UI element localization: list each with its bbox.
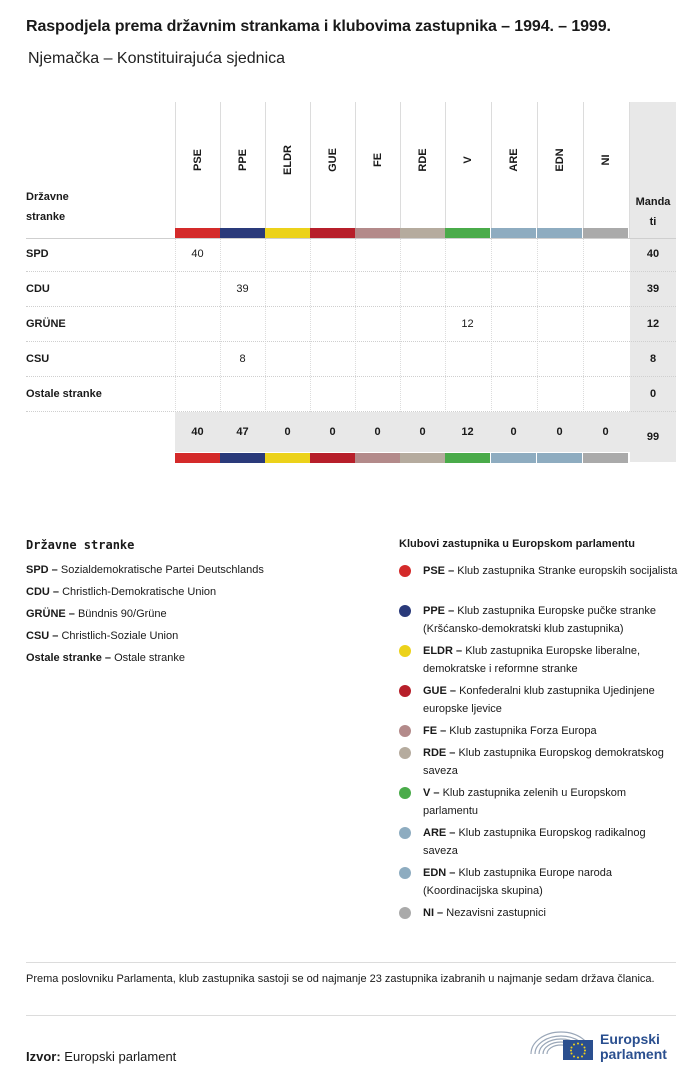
legend-party-item <box>26 586 216 598</box>
group-color-bar <box>583 228 628 238</box>
group-color-bar <box>445 228 490 238</box>
column-divider <box>175 238 176 412</box>
logo-line-1: Europski <box>600 1031 660 1047</box>
column-divider <box>491 238 492 412</box>
legend-group-abbr: RDE – <box>423 747 456 759</box>
row-header-line: Državne <box>26 191 69 203</box>
legend-color-dot <box>399 867 411 879</box>
legend-color-dot <box>399 725 411 737</box>
legend-group-name: Klub zastupnika Europskog demokratskog saveza <box>423 747 664 777</box>
group-color-bar <box>583 453 628 463</box>
legend-group-abbr: EDN – <box>423 867 456 879</box>
group-color-bar <box>310 228 355 238</box>
group-header-ppe <box>220 140 265 180</box>
group-color-bar <box>400 228 445 238</box>
legend-party-name: Sozialdemokratische Partei Deutschlands <box>60 564 264 576</box>
legend-groups-heading: Klubovi zastupnika u Europskom parlamentu <box>399 538 635 550</box>
row-total: 0 <box>649 388 657 400</box>
group-header-v <box>445 140 490 180</box>
legend-color-dot <box>399 787 411 799</box>
legend-party-item <box>26 608 167 620</box>
group-header-label: EDN <box>553 148 566 172</box>
grand-total: 99 <box>646 431 660 443</box>
footnote: Prema poslovniku Parlamenta, klub zastupnika sastoji se od najmanje 23 zastupnika izabranih u najmanje sedam država članica. <box>26 973 655 985</box>
legend-group-name: Klub zastupnika Europe naroda (Koordinacijska skupina) <box>423 867 612 897</box>
source-label: Izvor: <box>26 1049 61 1064</box>
party-row-label: CDU <box>26 283 50 295</box>
row-separator <box>26 376 676 377</box>
group-color-bar <box>491 453 536 463</box>
legend-group-name: Klub zastupnika Stranke europskih socijalista <box>457 565 678 577</box>
group-color-bar <box>400 453 445 463</box>
legend-group-name: Klub zastupnika Europskog radikalnog saveza <box>423 827 646 857</box>
party-row-label: Ostale stranke <box>26 388 102 400</box>
legend-party-name: Bündnis 90/Grüne <box>77 608 167 620</box>
source <box>26 1049 176 1064</box>
row-total: 12 <box>646 318 660 330</box>
group-header-ni <box>583 140 628 180</box>
legend-party-name: Ostale stranke <box>114 652 185 664</box>
legend-party-abbr: CDU – <box>26 586 60 598</box>
group-total: 0 <box>374 426 381 438</box>
legend-color-dot <box>399 645 411 657</box>
group-total: 12 <box>461 426 474 438</box>
mandati-header-line: ti <box>649 216 657 228</box>
legend-group-name: Nezavisni zastupnici <box>446 907 546 919</box>
column-divider <box>355 238 356 412</box>
group-header-label: ELDR <box>281 145 294 175</box>
legend-party-item <box>26 652 185 664</box>
legend-group-text <box>423 642 679 678</box>
legend-color-dot <box>399 565 411 577</box>
legend-color-dot <box>399 685 411 697</box>
group-header-edn <box>537 140 582 180</box>
group-color-bar <box>175 228 220 238</box>
group-header-eldr <box>265 140 310 180</box>
column-divider <box>537 238 538 412</box>
group-header-label: RDE <box>416 148 429 172</box>
group-header-are <box>491 140 536 180</box>
seat-cell: 12 <box>461 318 474 330</box>
legend-group-abbr: ARE – <box>423 827 456 839</box>
european-parliament-logo <box>529 1024 679 1064</box>
legend-group-abbr: ELDR – <box>423 645 463 657</box>
party-row-label: SPD <box>26 248 49 260</box>
legend-group-name: Klub zastupnika zelenih u Europskom parlamentu <box>423 787 627 817</box>
legend-group-abbr: NI – <box>423 907 444 919</box>
row-separator <box>26 341 676 342</box>
party-row-label: CSU <box>26 353 50 365</box>
group-header-rde <box>400 140 445 180</box>
legend-color-dot <box>399 747 411 759</box>
group-color-bar <box>445 453 490 463</box>
group-total: 0 <box>329 426 336 438</box>
group-header-label: PSE <box>191 148 204 172</box>
group-total: 0 <box>602 426 609 438</box>
legend-group-abbr: FE – <box>423 725 447 737</box>
legend-group-name: Klub zastupnika Europske pučke stranke (Kršćansko-demokratski klub zastupnika) <box>423 605 656 635</box>
group-color-bar <box>537 453 582 463</box>
group-header-label: V <box>461 156 474 164</box>
legend-group-text <box>423 784 679 820</box>
group-color-bar <box>175 453 220 463</box>
seat-cell: 8 <box>239 353 246 365</box>
group-header-label: ARE <box>507 148 520 172</box>
group-total: 0 <box>284 426 291 438</box>
legend-party-abbr: CSU – <box>26 630 59 642</box>
group-total: 47 <box>236 426 249 438</box>
row-total: 40 <box>646 248 660 260</box>
group-header-label: FE <box>371 152 384 168</box>
legend-party-name: Christlich-Soziale Union <box>61 630 179 642</box>
row-header-line: stranke <box>26 211 66 223</box>
party-row-label: GRÜNE <box>26 318 66 330</box>
mandati-header <box>630 192 676 232</box>
mandati-column-bg <box>630 102 676 462</box>
legend-group-text <box>423 722 679 740</box>
legend-party-item <box>26 630 178 642</box>
group-total: 0 <box>556 426 563 438</box>
legend-group-text <box>423 904 679 922</box>
legend-group-name: Konfederalni klub zastupnika Ujedinjene europske ljevice <box>423 685 655 715</box>
divider <box>26 1015 676 1016</box>
page-subtitle: Njemačka – Konstituirajuća sjednica <box>28 50 286 67</box>
group-color-bar <box>220 453 265 463</box>
group-color-bar <box>220 228 265 238</box>
row-separator <box>26 306 676 307</box>
legend-group-abbr: PPE – <box>423 605 455 617</box>
page-title: Raspodjela prema državnim strankama i klubovima zastupnika – 1994. – 1999. <box>26 18 611 35</box>
group-color-bar <box>537 228 582 238</box>
column-divider <box>310 238 311 412</box>
logo-line-2: parlament <box>600 1046 667 1062</box>
source-value: Europski parlament <box>64 1049 177 1064</box>
group-color-bar <box>265 228 310 238</box>
legend-party-abbr: SPD – <box>26 564 58 576</box>
seat-cell: 39 <box>236 283 249 295</box>
legend-parties-heading: Državne stranke <box>26 538 135 552</box>
column-divider <box>629 102 630 238</box>
group-total: 0 <box>419 426 426 438</box>
parliament-hemicycle-icon <box>529 1024 599 1064</box>
group-header-label: GUE <box>326 148 339 172</box>
group-header-gue <box>310 140 355 180</box>
column-divider <box>265 238 266 412</box>
row-total: 8 <box>649 353 657 365</box>
legend-group-text <box>423 824 679 860</box>
group-color-bar <box>310 453 355 463</box>
group-header-label: NI <box>599 154 612 166</box>
group-header-fe <box>355 140 400 180</box>
legend-party-abbr: GRÜNE – <box>26 608 75 620</box>
legend-group-name: Klub zastupnika Europske liberalne, demokratske i reformne stranke <box>423 645 641 675</box>
legend-group-text <box>423 744 679 780</box>
legend-group-text <box>423 682 679 718</box>
group-header-label: PPE <box>236 148 249 172</box>
divider <box>26 962 676 963</box>
seat-cell: 40 <box>191 248 204 260</box>
header-separator <box>26 238 676 239</box>
group-color-bar <box>355 228 400 238</box>
legend-group-abbr: PSE – <box>423 565 455 577</box>
group-color-bar <box>265 453 310 463</box>
legend-party-name: Christlich-Demokratische Union <box>62 586 217 598</box>
legend-color-dot <box>399 827 411 839</box>
group-color-bar <box>355 453 400 463</box>
legend-group-abbr: GUE – <box>423 685 457 697</box>
legend-group-text <box>423 562 679 580</box>
group-color-bar <box>491 228 536 238</box>
legend-party-item <box>26 564 264 576</box>
column-divider <box>583 238 584 412</box>
legend-color-dot <box>399 605 411 617</box>
group-total: 0 <box>510 426 517 438</box>
row-separator <box>26 411 676 412</box>
legend-group-text <box>423 602 679 638</box>
column-divider <box>400 238 401 412</box>
row-total: 39 <box>646 283 660 295</box>
group-header-pse <box>175 140 220 180</box>
column-divider <box>220 238 221 412</box>
legend-group-text <box>423 864 679 900</box>
mandati-header-line: Manda <box>635 196 671 208</box>
row-separator <box>26 271 676 272</box>
legend-party-abbr: Ostale stranke – <box>26 652 111 664</box>
row-header-label <box>26 187 69 227</box>
legend-color-dot <box>399 907 411 919</box>
legend-group-name: Klub zastupnika Forza Europa <box>449 725 597 737</box>
group-total: 40 <box>191 426 204 438</box>
legend-group-abbr: V – <box>423 787 440 799</box>
